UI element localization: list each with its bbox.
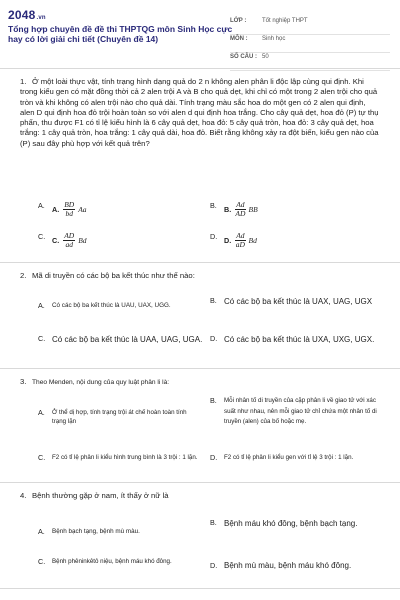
- option-3d[interactable]: [210, 453, 378, 463]
- option-text: Có các bộ ba kết thúc là UAA, UAG, UGA.: [52, 335, 203, 344]
- option-2c[interactable]: [38, 334, 203, 346]
- question-text: 3. Theo Menden, nội dung của quy luật phân li là:: [20, 377, 170, 386]
- option-formula: C. $\frac{AD}{ad}$ Bd: [52, 231, 87, 249]
- option-letter: B.: [210, 396, 217, 405]
- option-4c[interactable]: [38, 557, 198, 567]
- option-text: Có các bộ ba kết thúc là UAU, UAX, UGG.: [52, 302, 171, 309]
- option-2b[interactable]: [210, 296, 375, 308]
- divider: [0, 368, 400, 369]
- option-letter: D.: [210, 561, 218, 570]
- option-letter: A.: [38, 408, 45, 417]
- option-text: Bệnh mù màu, bệnh máu khó đông.: [224, 561, 352, 570]
- option-formula: A. $\frac{BD}{bd}$ Aa: [52, 200, 87, 218]
- option-letter: A.: [38, 301, 45, 310]
- option-formula: B. $\frac{Ad}{AD}$ BB: [224, 200, 258, 218]
- option-letter: C.: [38, 334, 46, 343]
- option-letter: B.: [210, 296, 217, 305]
- option-letter: B.: [210, 518, 217, 527]
- meta-value: Sinh học: [262, 36, 286, 42]
- option-text: Bệnh phêninkêtô niệu, bệnh máu khó đông.: [52, 558, 172, 565]
- option-letter: D.: [210, 453, 218, 462]
- option-letter: C.: [38, 232, 46, 241]
- question-number: 2.: [20, 271, 27, 280]
- meta-value: Tốt nghiệp THPT: [262, 18, 308, 24]
- option-letter: B.: [210, 201, 217, 210]
- divider: [0, 68, 400, 69]
- option-1c[interactable]: [38, 232, 188, 249]
- option-1b[interactable]: [210, 201, 360, 218]
- question-2: [20, 271, 380, 281]
- meta-table: [230, 18, 390, 72]
- question-text: 1. Ở một loài thực vật, tính trạng hình dạng quả do 2 n không alen phân li độc lập cùng qui định. Khi trong kiểu gen có mặt đồng thời cả 2 alen trội A và B cho quả dẹt, khi chỉ có một trong 2 alen trội cho quả tròn và khi không có alen trội nào cho quả dài. Tính trạng màu sắc hoa do một gen có 2 alen qui định, alen D qui định hoa đỏ trội hoàn toàn so với alen d qui định hoa trắng. Cho cây quả dẹt, hoa đỏ (P) tự thụ phấn, thu được F1 có tỉ lệ kiểu hình là 6 cây quả dẹt, hoa đỏ: 5 cây quả tròn, hoa đỏ: 3 cây quả dẹt, hoa trắng: 1 cây quả tròn, hoa trắng: 1 cây quả dài, hoa đỏ. Biết rằng không xảy ra đột biến, kiểu gen nào của (P) sau đây phù hợp với kết quả trên?: [20, 77, 379, 148]
- meta-row-class: [230, 18, 390, 35]
- option-letter: D.: [210, 232, 218, 241]
- option-text: Ở thể dị hợp, tính trạng trội át chế hoàn toàn tính trạng lặn: [52, 409, 187, 425]
- question-number: 1.: [20, 77, 27, 86]
- question-1: [20, 77, 380, 149]
- option-text: F2 có tỉ lệ phân li kiểu hình trung bình là 3 trội : 1 lặn.: [52, 454, 198, 461]
- option-1d[interactable]: [210, 232, 360, 249]
- option-2a[interactable]: [38, 301, 203, 311]
- option-text: Có các bộ ba kết thúc là UAX, UAG, UGX: [224, 297, 373, 306]
- option-4a[interactable]: [38, 527, 198, 537]
- question-text: 2. Mã di truyền có các bộ ba kết thúc như thế nào:: [20, 271, 195, 280]
- question-number: 4.: [20, 491, 27, 500]
- question-4: [20, 491, 380, 501]
- option-3b[interactable]: [210, 396, 378, 428]
- option-text: F2 có tỉ lệ phân li kiểu gen với tỉ lệ 3 trội : 1 lặn.: [224, 454, 354, 461]
- option-letter: A.: [38, 201, 45, 210]
- question-number: 3.: [20, 377, 27, 386]
- site-logo[interactable]: 2048.vn: [8, 8, 46, 22]
- meta-row-subject: [230, 36, 390, 53]
- option-3c[interactable]: [38, 453, 198, 463]
- meta-value: 50: [262, 54, 269, 60]
- option-3a[interactable]: [38, 408, 198, 426]
- question-3: [20, 377, 380, 388]
- divider: [0, 482, 400, 483]
- option-formula: D. $\frac{Ad}{aD}$ Bd: [224, 231, 257, 249]
- option-text: Bệnh bạch tạng, bệnh mù màu.: [52, 528, 140, 535]
- option-letter: D.: [210, 334, 218, 343]
- option-letter: C.: [38, 453, 46, 462]
- question-text: 4. Bệnh thường gặp ở nam, ít thấy ở nữ là: [20, 491, 169, 500]
- option-text: Bệnh máu khó đông, bệnh bạch tạng.: [224, 519, 358, 528]
- divider: [0, 262, 400, 263]
- option-letter: A.: [38, 527, 45, 536]
- page-header: [8, 8, 392, 64]
- option-letter: C.: [38, 557, 46, 566]
- meta-label: LỚP :: [230, 18, 247, 24]
- option-4b[interactable]: [210, 518, 375, 530]
- option-text: Mỗi nhân tố di truyền của cặp phân li về giao tử với xác suất như nhau, nên mỗi giao tử chỉ chứa một nhân tố di truyền (alen) của bố hoặc mẹ.: [224, 397, 377, 426]
- document-title: Tổng hợp chuyên đề đề thi THPTQG môn Sinh Học cực hay có lời giải chi tiết (Chuyên đề 14): [8, 24, 233, 44]
- meta-label: SỐ CÂU :: [230, 54, 257, 60]
- option-text: Có các bộ ba kết thúc là UXA, UXG, UGX.: [224, 335, 375, 344]
- option-2d[interactable]: [210, 334, 375, 346]
- option-4d[interactable]: [210, 561, 375, 571]
- meta-label: MÔN :: [230, 36, 248, 42]
- option-1a[interactable]: [38, 201, 188, 218]
- divider: [0, 588, 400, 589]
